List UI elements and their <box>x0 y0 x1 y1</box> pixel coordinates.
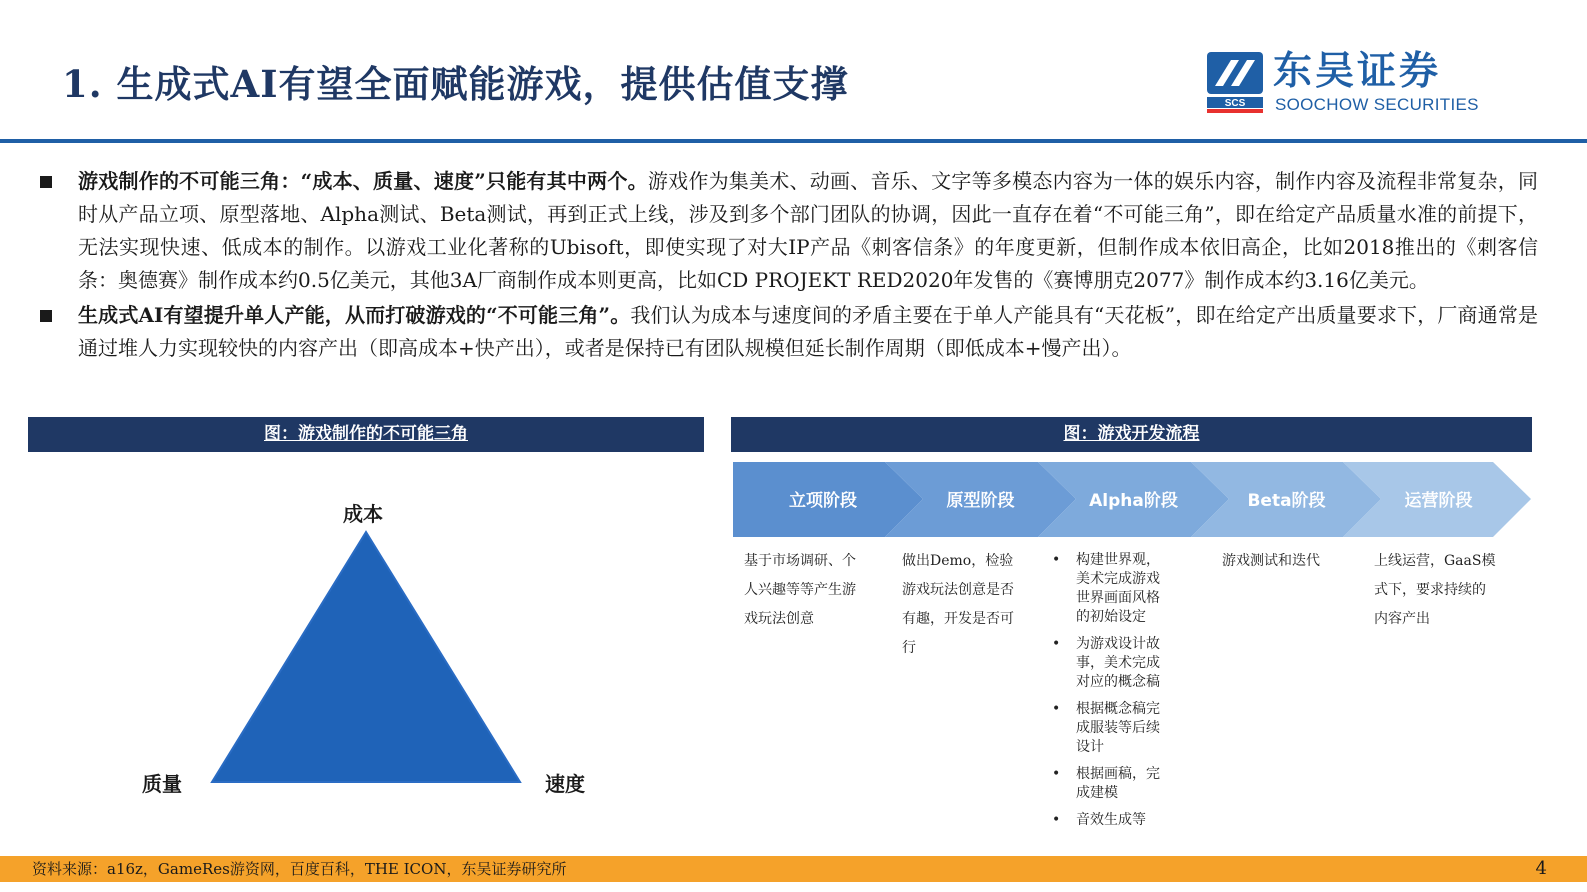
square-bullet-icon <box>40 176 52 188</box>
list-item <box>1050 700 1200 757</box>
desc-line: 设计 <box>1076 739 1104 755</box>
list-item <box>1050 765 1200 803</box>
bullet-item <box>38 165 1538 297</box>
triangle-shape <box>212 532 520 782</box>
desc-line: 做出Demo，检验 <box>902 553 1014 569</box>
desc-line: 有趣，开发是否可 <box>902 611 1014 627</box>
development-flow <box>733 462 1533 537</box>
desc-line: 对应的概念稿 <box>1076 674 1160 690</box>
list-item <box>1050 811 1200 830</box>
desc-line: 游戏玩法创意是否 <box>902 582 1014 598</box>
desc-line: 世界画面风格 <box>1076 590 1160 606</box>
stage-label-initiation: 立项阶段 <box>789 491 857 511</box>
page-number: 4 <box>1535 858 1547 879</box>
desc-line: 人兴趣等等产生游 <box>744 582 856 598</box>
triangle-label-speed: 速度 <box>545 772 585 796</box>
desc-line: • 构建世界观， <box>1076 552 1160 568</box>
logo-mark-text: SCS <box>1224 98 1246 109</box>
header-divider <box>0 139 1587 143</box>
impossible-triangle-diagram <box>130 480 610 810</box>
stage-description-alpha <box>1050 551 1200 838</box>
triangle-graphic <box>130 480 610 810</box>
desc-line: 成服装等后续 <box>1076 720 1160 736</box>
desc-line: 戏玩法创意 <box>744 611 814 627</box>
bullet-heading: 生成式AI有望提升单人产能，从而打破游戏的“不可能三角”。 <box>78 303 631 327</box>
desc-line: 的初始设定 <box>1076 609 1146 625</box>
stage-description-operation <box>1374 547 1524 634</box>
desc-line: 行 <box>902 640 916 656</box>
stage-description-beta <box>1222 547 1372 576</box>
logo-chinese-name: 东吴证券 <box>1273 49 1442 94</box>
desc-line: • 根据概念稿完 <box>1076 701 1160 717</box>
triangle-label-cost: 成本 <box>343 502 383 526</box>
scs-logo-icon <box>1205 50 1265 114</box>
desc-line: 事，美术完成 <box>1076 655 1160 671</box>
stage-label-operation: 运营阶段 <box>1404 491 1473 511</box>
desc-line: 成建模 <box>1076 785 1118 801</box>
desc-line: 内容产出 <box>1374 611 1430 627</box>
logo-english-name: SOOCHOW SECURITIES <box>1275 95 1479 114</box>
stage-label-prototype: 原型阶段 <box>946 491 1015 511</box>
right-panel-title: 图：游戏开发流程 <box>731 417 1532 452</box>
desc-line: 游戏测试和迭代 <box>1222 553 1320 569</box>
left-panel-title: 图：游戏制作的不可能三角 <box>28 417 704 452</box>
list-item <box>1050 635 1200 692</box>
desc-line: 上线运营，GaaS模 <box>1374 553 1496 569</box>
company-logo <box>1205 50 1485 114</box>
desc-line: 基于市场调研、个 <box>744 553 856 569</box>
footer-bar <box>0 856 1587 882</box>
desc-line: • 根据画稿，完 <box>1076 766 1160 782</box>
triangle-label-quality: 质量 <box>142 772 182 796</box>
stage-label-alpha: Alpha阶段 <box>1089 491 1178 511</box>
stage-label-beta: Beta阶段 <box>1247 491 1326 511</box>
bullet-text: 游戏作为集美术、动画、音乐、文字等多模态内容为一体的娱乐内容，制作内容及流程非常复杂，同时从产品立项、原型落地、Alpha测试、Beta测试，再到正式上线，涉及到多个部门团队的协调，因此一直存在着“不可能三角”，即在给定产品质量水准的前提下，无法实现快速、低成本的制作。以游戏工业化著称的Ubisoft，即使实现了对大IP产品《刺客信条》的年度更新，但制作成本依旧高企，比如2018推出的《刺客信条：奥德赛》制作成本约0.5亿美元，其他3A厂商制作成本则更高，比如CD PROJEKT RED2020年发售的《赛博朋克2077》制作成本约3.16亿美元。 <box>78 169 1539 292</box>
stage-description-prototype <box>902 547 1047 663</box>
desc-line: 式下，要求持续的 <box>1374 582 1486 598</box>
square-bullet-icon <box>40 310 52 322</box>
desc-line: 美术完成游戏 <box>1076 571 1160 587</box>
bullet-item <box>38 299 1538 365</box>
list-item <box>1050 551 1200 627</box>
desc-line: • 为游戏设计故 <box>1076 636 1160 652</box>
bullet-heading: 游戏制作的不可能三角：“成本、质量、速度”只能有其中两个。 <box>78 169 648 193</box>
source-note: 资料来源：a16z，GameRes游资网，百度百科，THE ICON，东吴证券研究所 <box>32 860 567 878</box>
page-title: 1. 生成式AI有望全面赋能游戏，提供估值支撑 <box>62 62 849 106</box>
bullet-text: 我们认为成本与速度间的矛盾主要在于单人产能具有“天花板”，即在给定产出质量要求下，厂商通常是通过堆人力实现较快的内容产出（即高成本+快产出），或者是保持已有团队规模但延长制作周期（即低成本+慢产出）。 <box>78 303 1538 360</box>
desc-line: • 音效生成等 <box>1076 812 1146 828</box>
stage-description-initiation <box>744 547 894 634</box>
header <box>0 0 1587 142</box>
bullet-list <box>38 165 1538 367</box>
